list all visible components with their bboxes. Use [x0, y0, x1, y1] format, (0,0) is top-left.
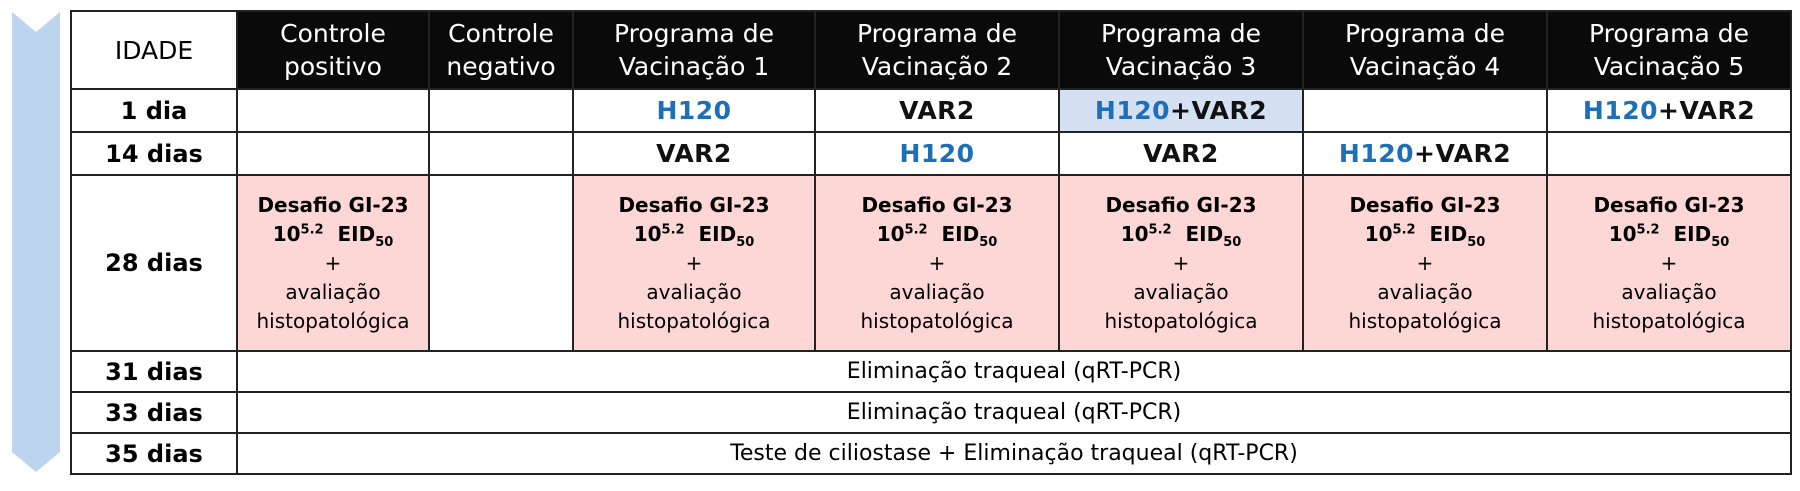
dose-base: 10 — [272, 221, 301, 246]
dose-exponent: 5.2 — [1636, 221, 1660, 237]
group-header-program-4 — [1303, 11, 1547, 89]
dose-base: 10 — [1608, 221, 1637, 246]
challenge-dose — [238, 220, 428, 249]
vaccine-var2: VAR2 — [656, 139, 732, 168]
challenge-eval-line2: histopatológica — [617, 308, 771, 333]
vaccine-cell — [1303, 132, 1547, 175]
age-label: 33 dias — [71, 392, 237, 433]
challenge-title: Desafio GI-23 — [861, 192, 1013, 217]
dose-unit: EID — [1429, 221, 1468, 246]
dose-base: 10 — [1364, 221, 1393, 246]
vaccine-var2: VAR2 — [1143, 139, 1219, 168]
dose-unit: EID — [941, 221, 980, 246]
dose-unit-subscript: 50 — [979, 234, 998, 250]
header-line: Controle — [280, 19, 386, 48]
challenge-cell-program-3 — [1059, 175, 1303, 351]
vaccine-plus: + — [1170, 96, 1192, 125]
challenge-plus: + — [324, 250, 342, 275]
header-line: Programa de — [614, 19, 774, 48]
row-day-14 — [71, 132, 1791, 175]
vaccine-cell — [1059, 132, 1303, 175]
vaccine-cell — [1547, 89, 1791, 132]
dose-unit-subscript: 50 — [1711, 234, 1730, 250]
header-line: Vacinação 4 — [1349, 52, 1501, 81]
challenge-title: Desafio GI-23 — [257, 192, 409, 217]
header-line: Vacinação 2 — [861, 52, 1013, 81]
group-header-positive-control — [237, 11, 429, 89]
challenge-dose — [816, 220, 1058, 249]
age-label: 31 dias — [71, 351, 237, 392]
dose-exponent: 5.2 — [1392, 221, 1416, 237]
group-header-program-5 — [1547, 11, 1791, 89]
challenge-cell-positive-control — [237, 175, 429, 351]
vaccine-h120: H120 — [1582, 96, 1658, 125]
challenge-eval-line2: histopatológica — [1592, 308, 1746, 333]
dose-base: 10 — [633, 221, 662, 246]
challenge-dose — [574, 220, 814, 249]
challenge-eval-line1: avaliação — [646, 279, 742, 304]
dose-base: 10 — [876, 221, 905, 246]
vaccine-cell — [573, 89, 815, 132]
age-column-header: IDADE — [71, 11, 237, 89]
vaccine-cell — [573, 132, 815, 175]
cell-empty — [1547, 132, 1791, 175]
dose-exponent: 5.2 — [300, 221, 324, 237]
vaccine-plus: + — [1658, 96, 1680, 125]
vaccine-cell — [815, 89, 1059, 132]
vaccine-h120: H120 — [899, 139, 975, 168]
age-label: 35 dias — [71, 433, 237, 474]
challenge-eval-line2: histopatológica — [860, 308, 1014, 333]
dose-unit-subscript: 50 — [375, 234, 394, 250]
dose-exponent: 5.2 — [1148, 221, 1172, 237]
challenge-eval-line1: avaliação — [889, 279, 985, 304]
cell-empty — [237, 132, 429, 175]
challenge-plus: + — [1660, 250, 1678, 275]
vaccine-var2: VAR2 — [899, 96, 975, 125]
age-label: 14 dias — [71, 132, 237, 175]
challenge-eval-line1: avaliação — [1133, 279, 1229, 304]
challenge-cell-program-1 — [573, 175, 815, 351]
procedure-cell: Eliminação traqueal (qRT-PCR) — [237, 351, 1791, 392]
vaccine-plus: + — [1414, 139, 1436, 168]
challenge-eval-line1: avaliação — [1621, 279, 1717, 304]
vaccine-h120: H120 — [656, 96, 732, 125]
challenge-plus: + — [685, 250, 703, 275]
vaccination-schedule-table — [70, 10, 1792, 475]
challenge-title: Desafio GI-23 — [1349, 192, 1501, 217]
header-line: Programa de — [1345, 19, 1505, 48]
dose-unit-subscript: 50 — [736, 234, 755, 250]
challenge-cell-program-5 — [1547, 175, 1791, 351]
procedure-cell: Teste de ciliostase + Eliminação traqueal (qRT-PCR) — [237, 433, 1791, 474]
group-header-program-3 — [1059, 11, 1303, 89]
challenge-cell-program-4 — [1303, 175, 1547, 351]
cell-empty — [1303, 89, 1547, 132]
row-day-31 — [71, 351, 1791, 392]
group-header-negative-control — [429, 11, 573, 89]
procedure-cell: Eliminação traqueal (qRT-PCR) — [237, 392, 1791, 433]
row-day-28 — [71, 175, 1791, 351]
vaccine-cell — [815, 132, 1059, 175]
dose-unit: EID — [1673, 221, 1712, 246]
cell-empty — [429, 89, 573, 132]
challenge-cell-program-2 — [815, 175, 1059, 351]
age-label: 28 dias — [71, 175, 237, 351]
vaccine-h120: H120 — [1094, 96, 1170, 125]
challenge-plus: + — [928, 250, 946, 275]
row-day-33 — [71, 392, 1791, 433]
age-label: 1 dia — [71, 89, 237, 132]
challenge-title: Desafio GI-23 — [1593, 192, 1745, 217]
cell-empty — [429, 175, 573, 351]
dose-unit-subscript: 50 — [1467, 234, 1486, 250]
header-row — [71, 11, 1791, 89]
challenge-title: Desafio GI-23 — [1105, 192, 1257, 217]
challenge-eval-line2: histopatológica — [1348, 308, 1502, 333]
vaccine-h120: H120 — [1338, 139, 1414, 168]
header-line: Vacinação 1 — [618, 52, 770, 81]
dose-unit: EID — [698, 221, 737, 246]
cell-empty — [429, 132, 573, 175]
vaccine-var2: VAR2 — [1191, 96, 1268, 125]
dose-unit: EID — [1185, 221, 1224, 246]
dose-unit-subscript: 50 — [1223, 234, 1242, 250]
challenge-eval-line2: histopatológica — [256, 308, 410, 333]
row-day-1 — [71, 89, 1791, 132]
challenge-eval-line2: histopatológica — [1104, 308, 1258, 333]
dose-unit: EID — [337, 221, 376, 246]
vaccine-var2: VAR2 — [1679, 96, 1756, 125]
cell-empty — [237, 89, 429, 132]
challenge-dose — [1060, 220, 1302, 249]
dose-exponent: 5.2 — [904, 221, 928, 237]
timeline-arrow-icon — [12, 12, 60, 472]
header-line: Vacinação 5 — [1593, 52, 1745, 81]
header-line: Controle — [448, 19, 554, 48]
dose-base: 10 — [1120, 221, 1149, 246]
row-day-35 — [71, 433, 1791, 474]
challenge-eval-line1: avaliação — [1377, 279, 1473, 304]
dose-exponent: 5.2 — [661, 221, 685, 237]
challenge-plus: + — [1416, 250, 1434, 275]
header-line: negativo — [446, 52, 556, 81]
header-line: Programa de — [857, 19, 1017, 48]
vaccine-cell-highlighted — [1059, 89, 1303, 132]
header-line: Vacinação 3 — [1105, 52, 1257, 81]
challenge-plus: + — [1172, 250, 1190, 275]
vaccine-var2: VAR2 — [1435, 139, 1512, 168]
header-line: positivo — [284, 52, 382, 81]
header-line: Programa de — [1589, 19, 1749, 48]
challenge-dose — [1304, 220, 1546, 249]
group-header-program-1 — [573, 11, 815, 89]
challenge-eval-line1: avaliação — [285, 279, 381, 304]
group-header-program-2 — [815, 11, 1059, 89]
challenge-dose — [1548, 220, 1790, 249]
header-line: Programa de — [1101, 19, 1261, 48]
challenge-title: Desafio GI-23 — [618, 192, 770, 217]
